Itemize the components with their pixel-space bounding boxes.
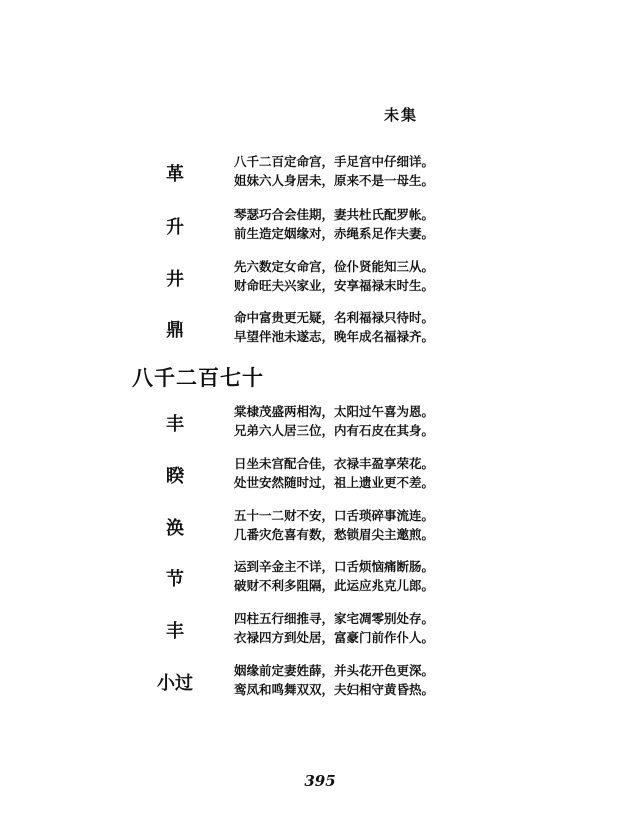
entry xyxy=(0,308,640,352)
verse-line: 处世安然随时过，祖上遗业更不差。 xyxy=(234,475,435,490)
verse-line: 姐妹六人身居未，原来不是一母生。 xyxy=(234,173,435,188)
verse-line: 前生造定姻缘对，赤绳系足作夫妻。 xyxy=(234,226,435,241)
verse-line: 八千二百定命宫，手足宫中仔细详。 xyxy=(234,154,435,169)
verse-line: 棠棣茂盛两相沟，太阳过午喜为恩。 xyxy=(234,404,435,419)
section-title: 未集 xyxy=(384,106,419,124)
entry-verse xyxy=(234,557,434,595)
entry-key: 丰 xyxy=(166,621,184,642)
verse-line: 日坐未宫配合佳，衣禄丰盈享荣花。 xyxy=(234,456,435,471)
entry xyxy=(0,661,640,705)
entry xyxy=(0,402,640,446)
entry-verse xyxy=(234,205,434,243)
entry xyxy=(0,454,640,498)
verse-line: 五十一二财不安，口舌琐碎事流连。 xyxy=(234,508,435,523)
entry-verse xyxy=(234,506,434,544)
entry-key: 睽 xyxy=(166,466,184,487)
verse-line: 财命旺夫兴家业，安享福禄末时生。 xyxy=(234,278,435,293)
entry-verse xyxy=(234,661,434,699)
entry xyxy=(0,609,640,653)
verse-line: 衣禄四方到处居，富豪门前作仆人。 xyxy=(234,630,435,645)
verse-line: 运到辛金主不详，口舌烦恼痛断肠。 xyxy=(234,559,435,574)
verse-line: 四柱五行细推寻，家宅凋零别处存。 xyxy=(234,611,435,626)
entry xyxy=(0,506,640,550)
verse-line: 几番灾危喜有数，愁锁眉尖主邀煎。 xyxy=(234,527,435,542)
entry-key: 涣 xyxy=(166,518,184,539)
entry-verse xyxy=(234,402,434,440)
verse-line: 先六数定女命宫，俭仆贤能知三从。 xyxy=(234,259,435,274)
entry xyxy=(0,557,640,601)
entry-verse xyxy=(234,152,434,190)
verse-line: 兄弟六人居三位，内有石皮在其身。 xyxy=(234,423,435,438)
entry xyxy=(0,205,640,249)
entry-verse xyxy=(234,454,434,492)
entry-key: 丰 xyxy=(166,414,184,435)
verse-line: 破财不利多阻隔，此运应兆克儿郎。 xyxy=(234,578,435,593)
entry-key: 井 xyxy=(166,269,184,290)
entry-key: 节 xyxy=(166,569,184,590)
entry-key: 升 xyxy=(166,217,184,238)
entry-verse xyxy=(234,257,434,295)
verse-line: 命中富贵更无疑，名利福禄只待时。 xyxy=(234,310,435,325)
entry-verse xyxy=(234,308,434,346)
verse-line: 鸾凤和鸣舞双双，夫妇相守黄昏热。 xyxy=(234,682,435,697)
entry xyxy=(0,152,640,196)
entry-verse xyxy=(234,609,434,647)
verse-line: 姻缘前定妻姓薛，并头花开色更深。 xyxy=(234,663,435,678)
entry-key: 鼎 xyxy=(166,320,184,341)
entry-key: 小过 xyxy=(157,673,193,694)
verse-line: 琴瑟巧合会佳期，妻共杜氏配罗帐。 xyxy=(234,207,435,222)
entry xyxy=(0,257,640,301)
page-number: 395 xyxy=(304,772,336,790)
entry-key: 革 xyxy=(166,164,184,185)
chapter-heading: 八千二百七十 xyxy=(132,365,264,390)
verse-line: 早望伴池未遂志，晚年成名福禄齐。 xyxy=(234,329,435,344)
